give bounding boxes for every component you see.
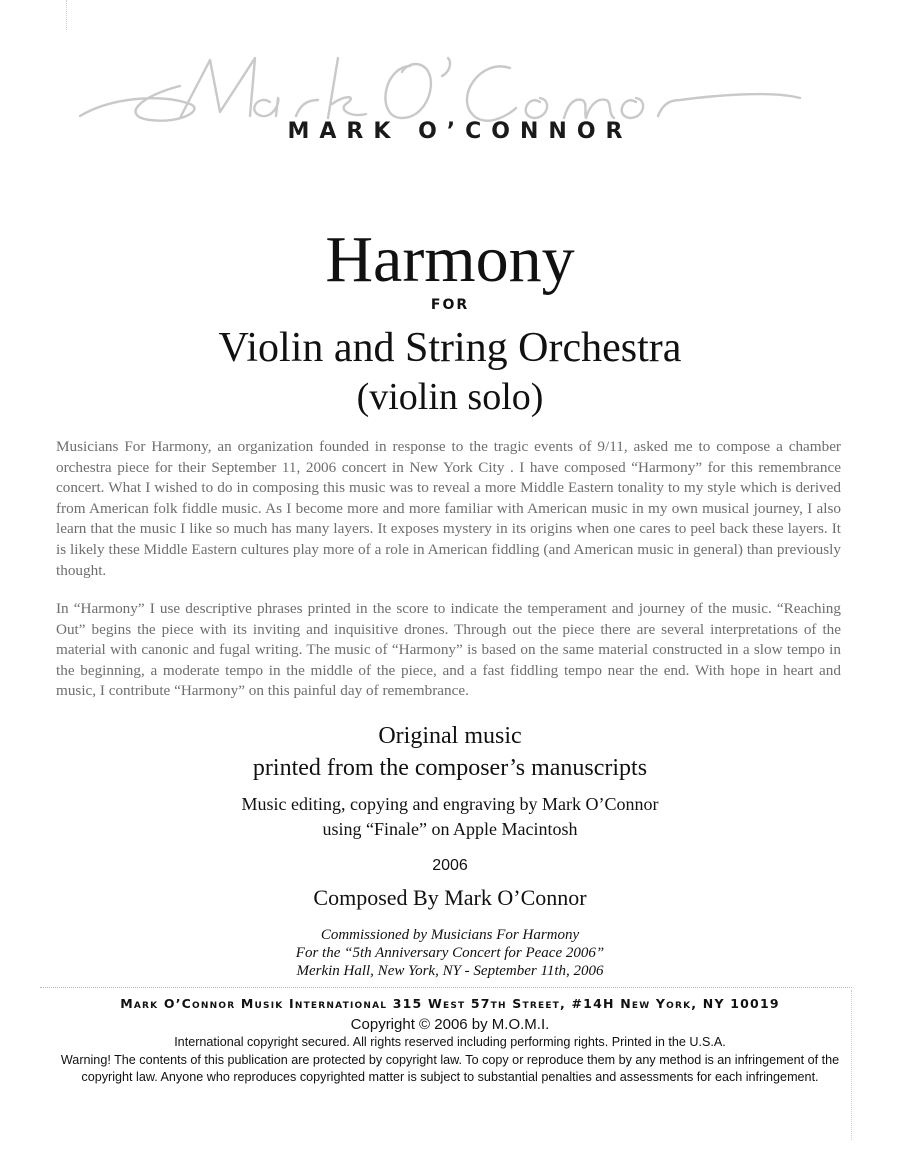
subtitle: Violin and String Orchestra xyxy=(218,325,682,371)
copyright-line: Copyright © 2006 by M.O.M.I. xyxy=(350,1016,550,1033)
description-paragraph-2: In “Harmony” I use descriptive phrases printed in the score to indicate the temperament and journey of the music. “Reaching Out” begins the piece with its inviting and inquisitive drones. Through out the piece there are several interpretations of the material with canonic and fugal writing. The music of “Harmony” is based on the same material constructed in a slow tempo in the beginning, a moderate tempo in the middle of the piece, and a fast fiddling tempo near the end. With hope in heart and music, I contribute “Harmony” on this painful day of remembrance. xyxy=(56,600,841,700)
manuscript-line: printed from the composer’s manuscripts xyxy=(252,755,648,781)
legal-line-1: International copyright secured. All rights reserved including performing rights. Printed in the U.S.A. xyxy=(174,1035,726,1049)
description-paragraph-1: Musicians For Harmony, an organization founded in response to the tragic events of 9/11, asked me to compose a chamber orchestra piece for their September 11, 2006 concert in New York City . I have composed “Harmony” for this remembrance concert. What I wished to do in composing this music was to reveal a more Middle Eastern tonality to my style which is derived from American folk fiddle music. As I become more and more familiar with American music in my own musical journey, I also learn that the music I like so much has many layers. It exposes mystery in its origins when one cares to peel back these layers. It is likely these Middle Eastern cultures play more of a role in American fiddling (and American music in general) than previously thought. xyxy=(56,438,841,579)
frame-line-left xyxy=(66,0,68,30)
title-for: FOR xyxy=(430,297,470,313)
commission-line-3: Merkin Hall, New York, NY - September 11th, 2006 xyxy=(296,963,604,979)
legal-line-2: Warning! The contents of this publication are protected by copyright law. To copy or reproduce them by any method is an infringement of the copyright law. Anyone who reproduces copyrighted matter is subject to substantial penalties and assessments for each infringement. xyxy=(60,1052,840,1084)
editing-credits xyxy=(0,792,900,842)
footer-divider xyxy=(40,987,852,988)
composer-credit: Composed By Mark O’Connor xyxy=(313,885,587,910)
commission-line-1: Commissioned by Musicians For Harmony xyxy=(320,927,580,943)
publisher-address: Mark O’Connor Musik International 315 West 57th Street, #14H New York, NY 10019 xyxy=(120,996,780,1011)
brand-name: MARK O’CONNOR xyxy=(287,119,633,144)
original-music-line: Original music xyxy=(378,723,522,749)
original-music-block xyxy=(0,720,900,784)
legal-notice xyxy=(50,1034,850,1087)
page-title: Harmony xyxy=(325,223,575,296)
commission-block xyxy=(0,926,900,980)
subtitle-instrumentation: (violin solo) xyxy=(356,376,544,418)
software-line: using “Finale” on Apple Macintosh xyxy=(322,819,578,839)
commission-line-2: For the “5th Anniversary Concert for Peace 2006” xyxy=(295,945,605,961)
editing-line: Music editing, copying and engraving by Mark O’Connor xyxy=(241,794,659,814)
frame-line-right xyxy=(851,990,853,1140)
publication-year: 2006 xyxy=(432,857,468,874)
